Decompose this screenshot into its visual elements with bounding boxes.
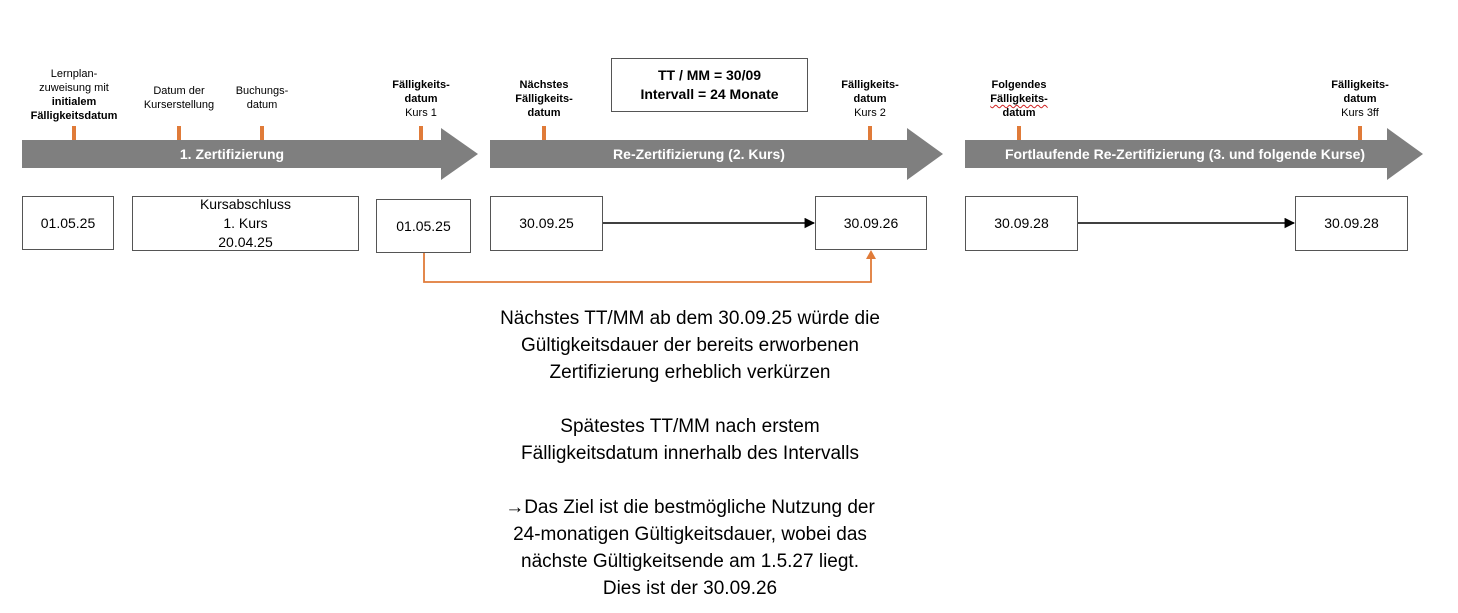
date-box-faellig2: 30.09.26 xyxy=(815,196,927,250)
explanation-p3: →Das Ziel ist die bestmögliche Nutzung der 24-monatigen Gültigkeitsdauer, wobei das nächste Gültigkeitsende am 1.5.27 liegt. Dies ist der 30.09.26 xyxy=(505,497,875,599)
tick-naechstes xyxy=(542,126,546,140)
marker-faellig3: Fälligkeits- datum Kurs 3ff xyxy=(1331,79,1389,119)
marker-buchung: Buchungs- datum xyxy=(235,85,289,111)
marker-faellig1: Fälligkeits- datum Kurs 1 xyxy=(392,79,450,119)
marker-lernplan: Lernplan- zuweisung mit initialem Fälligkeitsdatum xyxy=(30,68,118,122)
phase-label-2: Re-Zertifizierung (2. Kurs) xyxy=(613,146,785,162)
orange-connector-head xyxy=(866,250,876,259)
tick-kurserstellung xyxy=(177,126,181,140)
marker-kurserstellung: Datum der Kurserstellung xyxy=(143,85,215,111)
orange-connector xyxy=(424,253,871,282)
date-box-folgendes: 30.09.28 xyxy=(965,196,1078,251)
explanation-p1: Nächstes TT/MM ab dem 30.09.25 würde die Gültigkeitsdauer der bereits erworbenen Zertifizierung erheblich verkürzen xyxy=(500,308,880,383)
tick-lernplan xyxy=(72,126,76,140)
tick-buchung xyxy=(260,126,264,140)
marker-naechstes: Nächstes Fälligkeits- datum xyxy=(515,79,573,119)
marker-faellig2: Fälligkeits- datum Kurs 2 xyxy=(841,79,899,119)
date-box-kursabschluss: Kursabschluss 1. Kurs 20.04.25 xyxy=(132,196,359,251)
marker-folgendes: Folgendes Fälligkeits- datum xyxy=(990,79,1048,119)
phase-label-3: Fortlaufende Re-Zertifizierung (3. und folgende Kurse) xyxy=(1004,146,1366,162)
arrow-right-icon: → xyxy=(505,497,525,518)
date-box-naechstes: 30.09.25 xyxy=(490,196,603,251)
tick-faellig3 xyxy=(1358,126,1362,140)
date-box-faellig1: 01.05.25 xyxy=(376,199,471,253)
date-box-1: 01.05.25 xyxy=(22,196,114,250)
tick-faellig1 xyxy=(419,126,423,140)
explanation-p2: Spätestes TT/MM nach erstem Fälligkeitsdatum innerhalb des Intervalls xyxy=(521,416,859,464)
interval-box: TT / MM = 30/09 Intervall = 24 Monate xyxy=(611,58,808,112)
tick-folgendes xyxy=(1017,126,1021,140)
date-box-faellig3: 30.09.28 xyxy=(1295,196,1408,251)
explanation-block xyxy=(440,305,940,602)
tick-faellig2 xyxy=(868,126,872,140)
phase-label-1: 1. Zertifizierung xyxy=(179,146,285,162)
